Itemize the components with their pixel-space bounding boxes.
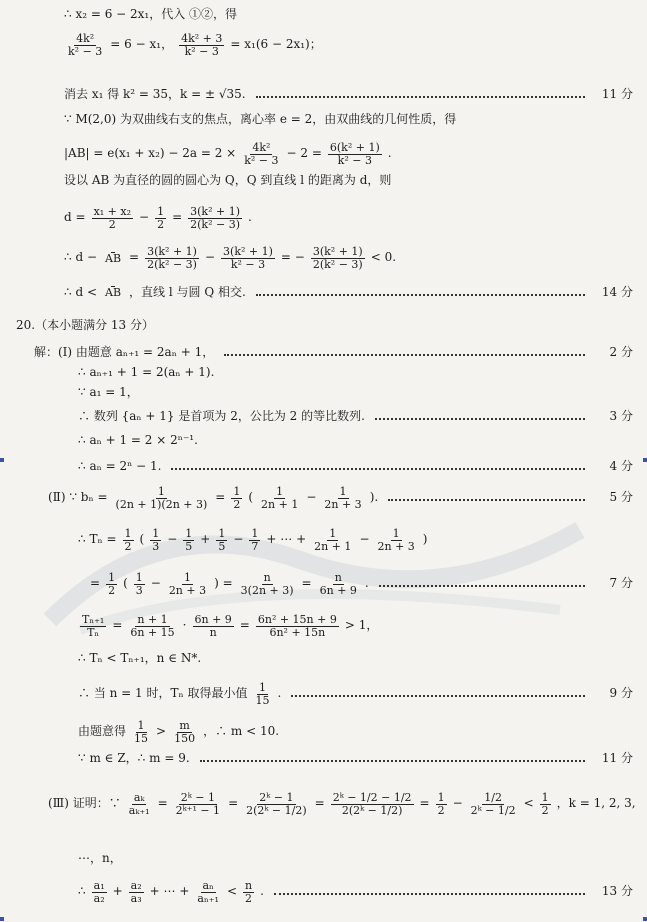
line-content xyxy=(78,720,279,744)
text-run: 由题意得 xyxy=(78,724,127,739)
text-run: = xyxy=(172,210,183,225)
text-run: ∴ Tₙ = xyxy=(78,532,117,547)
fraction-denominator: 2n + 3 xyxy=(168,583,207,597)
line-content xyxy=(64,113,456,126)
solution-line xyxy=(0,614,647,638)
fraction-numerator: x₁ + x₂ xyxy=(93,205,131,218)
fraction-denominator: 2 xyxy=(108,217,116,231)
fraction-numerator: 3(k² + 1) xyxy=(190,205,240,218)
text-run: 解：(Ⅰ) 由题意 aₙ₊₁ = 2aₙ + 1， xyxy=(34,345,215,359)
line-content xyxy=(78,652,201,665)
fraction-denominator: a₃ xyxy=(130,891,142,905)
line-content xyxy=(64,174,391,187)
fraction xyxy=(331,792,414,816)
solution-line xyxy=(0,652,647,665)
text-run: ∵ a₁ = 1， xyxy=(78,385,139,399)
text-run: − xyxy=(139,210,150,225)
fraction-denominator: 2(2ᵏ − 1/2) xyxy=(341,803,403,817)
text-run: = xyxy=(112,618,123,633)
fraction-denominator: k² − 3 xyxy=(68,44,103,58)
fraction-denominator: aₙ₊₁ xyxy=(197,891,219,905)
fraction-denominator: 3 xyxy=(135,583,143,597)
fraction-numerator: 2ᵏ − 1 xyxy=(259,791,294,804)
fraction xyxy=(243,880,254,904)
solution-line xyxy=(0,8,647,21)
fraction-denominator: 5 xyxy=(218,539,226,553)
fraction xyxy=(231,486,242,510)
fraction xyxy=(540,792,551,816)
fraction-numerator: n xyxy=(334,571,342,584)
fraction-denominator: 15 xyxy=(134,731,149,745)
fraction xyxy=(103,252,123,265)
score-label: 2 分 xyxy=(609,345,633,359)
solution-line xyxy=(0,682,647,706)
fraction-numerator: 1 xyxy=(108,571,116,584)
text-run: + xyxy=(200,532,211,547)
line-content xyxy=(78,460,161,473)
fraction-numerator: 1 xyxy=(183,571,191,584)
fraction-numerator: 2ᵏ − 1/2 − 1/2 xyxy=(332,791,412,804)
fraction-denominator: 2 xyxy=(124,539,132,553)
solution-line xyxy=(0,720,647,744)
text-run: + ⋯ + xyxy=(266,532,307,547)
line-content xyxy=(78,528,427,552)
fraction-numerator: a₁ xyxy=(93,879,105,892)
text-run: (Ⅱ) ∵ bₙ = xyxy=(48,490,108,505)
margin-marker-left-bottom xyxy=(0,917,4,921)
fraction xyxy=(195,880,221,904)
fraction xyxy=(172,720,197,744)
fraction xyxy=(376,528,417,552)
line-content xyxy=(78,366,214,379)
fraction xyxy=(318,572,359,596)
text-run: ⋯，n， xyxy=(78,851,122,865)
fraction xyxy=(132,720,150,744)
text-run: − xyxy=(452,796,463,811)
line-content xyxy=(78,410,365,423)
text-run: + xyxy=(112,884,123,899)
fraction-numerator: n + 1 xyxy=(137,613,168,626)
solution-line xyxy=(0,434,647,447)
fraction-denominator: 2 xyxy=(437,803,445,817)
fraction-numerator: 4k² + 3 xyxy=(181,32,223,45)
text-run: = xyxy=(301,576,312,591)
text-run: + ⋯ + xyxy=(149,884,190,899)
fraction xyxy=(134,572,145,596)
fraction xyxy=(155,206,166,230)
text-run: ). xyxy=(369,490,379,505)
fraction-numerator: 3(k² + 1) xyxy=(223,245,273,258)
fraction-numerator: 1 xyxy=(329,527,337,540)
fraction-numerator: 4k² xyxy=(252,141,271,154)
text-run: . xyxy=(277,686,282,701)
dot-leader xyxy=(256,294,585,296)
fraction-denominator: 2n + 1 xyxy=(314,539,352,553)
fraction xyxy=(179,33,224,57)
fraction xyxy=(128,614,176,638)
fraction-denominator: a₂ xyxy=(93,891,105,905)
text-run: = xyxy=(157,796,168,811)
fraction-denominator: 2 xyxy=(108,583,116,597)
line-content xyxy=(64,206,252,230)
text-run: = xyxy=(239,618,250,633)
fraction-denominator: 2 xyxy=(245,891,253,905)
fraction-denominator: 3(2n + 3) xyxy=(240,583,294,597)
line-content xyxy=(78,434,198,447)
dot-leader xyxy=(291,695,585,697)
solution-line xyxy=(0,852,647,865)
fraction xyxy=(145,246,199,270)
fraction-denominator: k² − 3 xyxy=(244,153,279,167)
line-content xyxy=(34,346,214,359)
fraction-denominator: 2ᵏ − 1/2 xyxy=(470,803,516,817)
solution-line xyxy=(0,246,647,270)
fraction xyxy=(254,682,272,706)
text-run: ∴ 数列 {aₙ + 1} 是首项为 2，公比为 2 的等比数列. xyxy=(78,409,365,423)
solution-line xyxy=(0,33,647,57)
fraction-denominator: 2n + 1 xyxy=(261,497,299,511)
fraction-denominator: 6n² + 15n xyxy=(269,625,326,639)
text-run: ，直线 l 与圆 Q 相交. xyxy=(129,285,246,299)
fraction-numerator: 6n² + 15n + 9 xyxy=(257,613,337,626)
score-label: 11 分 xyxy=(601,751,633,765)
fraction-denominator: 6n + 9 xyxy=(319,583,357,597)
fraction-denominator: AB xyxy=(105,286,122,300)
text-run: ∴ 当 n = 1 时，Tₙ 取得最小值 xyxy=(78,686,248,701)
fraction-numerator: 4k² xyxy=(76,32,95,45)
dot-leader xyxy=(388,499,585,501)
fraction xyxy=(174,792,222,816)
fraction-numerator: 6n + 9 xyxy=(194,613,232,626)
fraction-numerator: 2ᵏ − 1 xyxy=(180,791,215,804)
fraction-numerator: 1 xyxy=(137,719,145,732)
text-run: = xyxy=(129,250,140,265)
line-content xyxy=(64,8,237,21)
fraction-numerator: Tₙ₊₁ xyxy=(82,613,105,626)
fraction-denominator: k² − 3 xyxy=(337,153,372,167)
score-label: 13 分 xyxy=(601,884,633,899)
text-run: ∴ aₙ + 1 = 2 × 2ⁿ⁻¹. xyxy=(78,433,198,447)
text-run: ∵ m ∈ Z，∴ m = 9. xyxy=(78,751,190,765)
text-run: . xyxy=(364,576,369,591)
fraction-denominator: AB xyxy=(105,251,122,265)
fraction-denominator: 7 xyxy=(251,539,259,553)
fraction xyxy=(436,792,447,816)
text-run: ∴ d − xyxy=(64,250,97,265)
fraction xyxy=(127,792,152,816)
text-run: = x₁(6 − 2x₁)； xyxy=(230,37,322,52)
fraction-denominator: (2n + 1)(2n + 3) xyxy=(115,497,208,511)
text-run: 20.（本小题满分 13 分） xyxy=(16,318,154,332)
text-run: ，∴ m < 10. xyxy=(203,724,280,739)
fraction-denominator: n xyxy=(209,625,217,639)
text-run: = xyxy=(314,796,325,811)
fraction-denominator: k² − 3 xyxy=(184,44,219,58)
text-run: 消去 x₁ 得 k² = 35，k = ± √35. xyxy=(64,87,246,101)
fraction-numerator: 3(k² + 1) xyxy=(312,245,363,258)
fraction-numerator: aₙ xyxy=(202,879,214,892)
solution-line xyxy=(0,206,647,230)
fraction xyxy=(244,792,309,816)
solution-line xyxy=(0,286,647,299)
fraction xyxy=(312,528,353,552)
fraction-numerator: n xyxy=(263,571,271,584)
text-run: − xyxy=(306,490,317,505)
text-run: < xyxy=(523,796,534,811)
fraction xyxy=(322,486,363,510)
fraction-denominator: 5 xyxy=(185,539,193,553)
dot-leader xyxy=(256,96,585,98)
text-run: . xyxy=(387,146,392,161)
line-content xyxy=(64,142,392,166)
text-run: ) xyxy=(422,532,428,547)
fraction-denominator: 6n + 15 xyxy=(130,625,175,639)
text-run: ∴ aₙ = 2ⁿ − 1. xyxy=(78,459,162,473)
line-content xyxy=(78,880,264,904)
fraction-numerator: 1 xyxy=(392,527,400,540)
text-run: ( xyxy=(248,490,254,505)
dot-leader xyxy=(375,418,585,420)
fraction xyxy=(259,486,300,510)
fraction-numerator: aₖ xyxy=(133,791,145,804)
text-run: < xyxy=(226,884,237,899)
fraction-numerator: n xyxy=(245,879,253,892)
fraction-numerator: 1 xyxy=(339,485,347,498)
solution-line xyxy=(0,366,647,379)
solution-line xyxy=(0,319,647,332)
line-content xyxy=(78,852,122,865)
fraction-denominator: 3 xyxy=(152,539,160,553)
fraction-denominator: aₖ₊₁ xyxy=(128,803,150,817)
fraction xyxy=(183,528,194,552)
score-label: 4 分 xyxy=(609,459,633,473)
score-label: 14 分 xyxy=(601,285,633,299)
text-run: = xyxy=(215,490,226,505)
text-run: . xyxy=(260,884,264,899)
fraction-numerator: 1 xyxy=(157,485,165,498)
fraction-denominator: 2 xyxy=(541,803,549,817)
fraction xyxy=(216,528,227,552)
text-run: |AB| = e(x₁ + x₂) − 2a = 2 × xyxy=(64,146,237,161)
fraction xyxy=(249,528,260,552)
fraction-numerator: m xyxy=(179,719,190,732)
text-run: ∴ aₙ₊₁ + 1 = 2(aₙ + 1). xyxy=(78,365,215,379)
fraction-denominator: 2(k² − 3) xyxy=(147,257,197,271)
text-run: . xyxy=(248,210,252,225)
fraction xyxy=(311,246,365,270)
fraction-numerator: 1 xyxy=(124,527,132,540)
fraction-numerator: 1 xyxy=(437,791,445,804)
fraction-numerator: 1 xyxy=(251,527,259,540)
text-run: > 1， xyxy=(344,618,379,633)
text-run: ∵ M(2,0) 为双曲线右支的焦点，离心率 e = 2，由双曲线的几何性质，得 xyxy=(64,112,457,126)
text-run: ) = xyxy=(214,576,233,591)
text-run: − xyxy=(359,532,370,547)
text-run: − xyxy=(204,250,216,265)
solution-line xyxy=(0,88,647,101)
text-run: ( xyxy=(139,532,145,547)
score-label: 9 分 xyxy=(609,686,633,701)
text-run: (Ⅲ) 证明：∵ xyxy=(48,796,121,811)
fraction-numerator: 1 xyxy=(541,791,549,804)
line-content xyxy=(64,33,322,57)
score-label: 3 分 xyxy=(609,409,633,423)
fraction-denominator: Tₙ xyxy=(87,625,100,639)
fraction-numerator: 1 xyxy=(185,527,193,540)
solution-line xyxy=(0,410,647,423)
fraction-numerator: 1 xyxy=(259,681,267,694)
fraction-denominator: 2(2ᵏ − 1/2) xyxy=(246,803,307,817)
margin-marker-right-bottom xyxy=(643,917,647,921)
solution-line xyxy=(0,460,647,473)
fraction-numerator: 6(k² + 1) xyxy=(329,141,380,154)
fraction xyxy=(167,572,208,596)
text-run: = xyxy=(90,576,101,591)
solution-line xyxy=(0,486,647,510)
text-run: − xyxy=(150,576,161,591)
fraction xyxy=(221,246,275,270)
text-run: = 6 − x₁， xyxy=(110,37,174,52)
solution-line xyxy=(0,346,647,359)
fraction xyxy=(150,528,161,552)
fraction xyxy=(80,614,106,638)
solution-line xyxy=(0,142,647,166)
line-content xyxy=(64,286,246,299)
dot-leader xyxy=(200,760,585,762)
text-run: ∴ d < xyxy=(64,285,97,299)
dot-leader xyxy=(274,893,585,895)
fraction xyxy=(256,614,339,638)
line-content xyxy=(78,386,139,399)
fraction-denominator: 2ᵏ⁺¹ − 1 xyxy=(175,803,221,817)
line-content xyxy=(78,682,281,706)
fraction-denominator: 2n + 3 xyxy=(324,497,362,511)
fraction-numerator: 1 xyxy=(276,485,284,498)
text-run: − 2 = xyxy=(286,146,322,161)
fraction xyxy=(328,142,382,166)
text-run: 设以 AB 为直径的圆的圆心为 Q，Q 到直线 l 的距离为 d，则 xyxy=(64,173,392,187)
fraction xyxy=(103,286,123,299)
fraction-numerator: 1 xyxy=(152,527,160,540)
fraction xyxy=(242,142,280,166)
fraction xyxy=(114,486,210,510)
fraction-denominator: 2 xyxy=(233,497,241,511)
solution-line xyxy=(0,752,647,765)
fraction xyxy=(469,792,518,816)
score-label: 7 分 xyxy=(609,576,633,591)
solution-line xyxy=(0,528,647,552)
fraction xyxy=(188,206,242,230)
text-run: d = xyxy=(64,210,86,225)
fraction-denominator: 150 xyxy=(174,731,196,745)
dot-leader xyxy=(224,354,585,356)
fraction xyxy=(123,528,134,552)
text-run: − xyxy=(167,532,178,547)
line-content xyxy=(64,88,246,101)
text-run: ∴ xyxy=(78,884,86,899)
text-run: ( xyxy=(123,576,128,591)
dot-leader xyxy=(379,585,585,587)
fraction-numerator: 1 xyxy=(233,485,241,498)
fraction-numerator: 1 xyxy=(135,571,143,584)
line-content xyxy=(64,246,396,270)
text-run: > xyxy=(156,724,167,739)
fraction-denominator: 2(k² − 3) xyxy=(312,257,363,271)
fraction-denominator: 2 xyxy=(157,217,165,231)
fraction xyxy=(239,572,296,596)
fraction-denominator: 15 xyxy=(255,693,270,707)
line-content xyxy=(78,752,190,765)
solution-line xyxy=(0,113,647,126)
solution-line xyxy=(0,386,647,399)
text-run: · xyxy=(182,618,187,633)
fraction xyxy=(106,572,117,596)
fraction xyxy=(92,206,133,230)
fraction-numerator: a₂ xyxy=(130,879,142,892)
fraction xyxy=(92,880,107,904)
text-run: = − xyxy=(280,250,305,265)
text-run: = xyxy=(419,796,430,811)
fraction-numerator: 1/2 xyxy=(484,791,502,804)
fraction-numerator: 1 xyxy=(157,205,165,218)
text-run: = xyxy=(228,796,239,811)
fraction xyxy=(129,880,144,904)
solution-line xyxy=(0,572,647,596)
solution-line xyxy=(0,174,647,187)
solution-line xyxy=(0,792,647,816)
score-label: 11 分 xyxy=(601,87,633,101)
line-content xyxy=(16,319,154,332)
line-content xyxy=(48,486,378,510)
text-run: − xyxy=(233,532,244,547)
fraction xyxy=(193,614,234,638)
fraction-numerator: 1 xyxy=(218,527,226,540)
text-run: ，k = 1, 2, 3, xyxy=(556,796,636,811)
fraction-denominator: 2n + 3 xyxy=(377,539,415,553)
solution-line xyxy=(0,880,647,904)
score-label: 5 分 xyxy=(609,490,633,505)
text-run: < 0. xyxy=(370,250,397,265)
dot-leader xyxy=(171,468,585,470)
fraction xyxy=(66,33,104,57)
line-content xyxy=(48,792,636,816)
line-content xyxy=(78,614,378,638)
text-run: ∴ x₂ = 6 − 2x₁，代入 ①②，得 xyxy=(64,7,238,21)
fraction-denominator: 2(k² − 3) xyxy=(190,217,240,231)
fraction-denominator: k² − 3 xyxy=(230,257,266,271)
line-content xyxy=(90,572,369,596)
text-run: ∴ Tₙ < Tₙ₊₁，n ∈ N*. xyxy=(78,651,202,665)
fraction-numerator: 3(k² + 1) xyxy=(147,245,197,258)
